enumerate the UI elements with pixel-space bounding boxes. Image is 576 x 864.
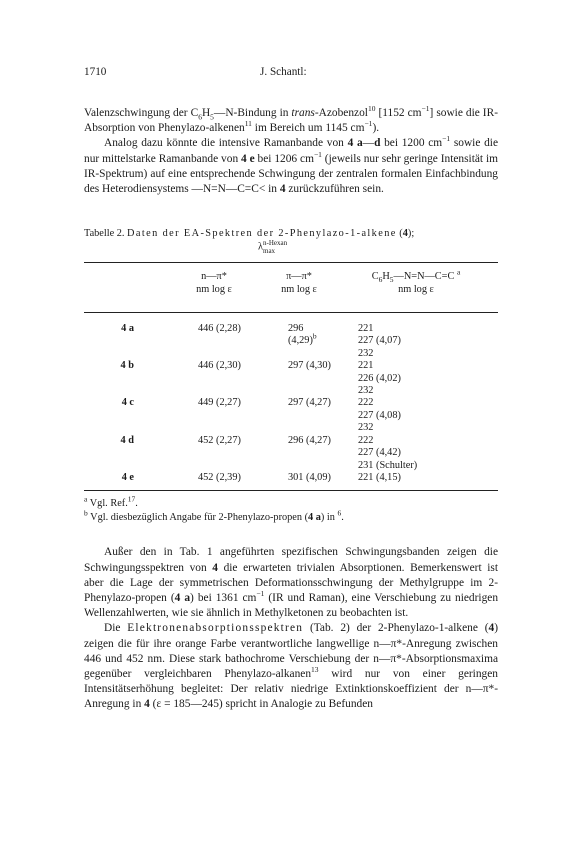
unit-label: nm log ε — [281, 283, 317, 295]
journal-page — [84, 66, 498, 713]
table-row: 4 b 446 (2,30) 297 (4,30) 221 226 (4,02) 232 — [120, 360, 401, 397]
paragraph-vibration-spectra: Außer den in Tab. 1 angeführten spezifischen Schwingungsbanden zeigen die Schwingungsspektren von 4 die erwarteten trivialen Absorptionen. Bemerkenswert ist aber die Lage der symmetrischen Deformationsschwingung der Methylgruppe im 2-Phenylazo-propen (4 a) bei 1361 $cm^{-1}$ (IR und Raman), eine Verschiebung zu niedrigen Wellenzahlwerten, wie sie ähnlich in Methylketonen zu beobachten ist. — [84, 546, 499, 620]
col-header-c6h5: $C_6H_5—N=N—C=C$ $^a$ — [371, 267, 461, 285]
footnote-b: $^b$ Vgl. diesbezüglich Angabe für 2-Phenylazo-propen (4 a) in $^6$. — [84, 508, 344, 524]
table-footnotes — [84, 494, 498, 525]
citation-ref: 10 — [367, 104, 376, 114]
footnote-a: $^a$ Vgl. Ref.$^{17}$. — [84, 494, 138, 510]
paragraph-valence-vibration: Valenzschwingung der $C_6H_5—N$-Bindung in trans-Azobenzol$^{10}$ [1152 $cm^{-1}$] sowie die IR-Absorption von Phenylazo-alkenen$^{11}$ im Bereich um 1145 $cm^{-1}$). — [84, 104, 498, 135]
paragraph-raman-band: Analog dazu könnte die intensive Ramanbande von 4 a—d bei 1200 $cm^{-1}$ sowie die nur mittelstarke Ramanbande von 4 e bei 1206 $cm^{-1}$ (jeweils nur sehr geringe Intensität im IR-Spektrum) auf eine entsprechende Schwingung der zentralen formalen Einfachbindung des Heterodiensystems —N=N—C=C< in 4 zurückzuführen sein. — [84, 134, 499, 196]
unit-label: nm log ε — [196, 283, 232, 295]
table-row: 4 a 446 (2,28) 296 $(4,29)^b$ 221 227 (4,07) 232 — [121, 323, 401, 359]
page-header — [84, 66, 498, 80]
table-top-rule — [84, 262, 498, 263]
table-row: 4 c 449 (2,27) 297 (4,27) 222 227 (4,08) 232 — [121, 397, 401, 434]
unit-label: nm log ε — [398, 283, 434, 295]
running-head: J. Schantl: — [260, 66, 307, 78]
col-header-n-pi: n—π* — [201, 271, 227, 283]
page-number: 1710 — [84, 66, 107, 78]
citation-ref: 13 — [311, 665, 319, 675]
paragraph-electron-absorption: Die Elektronenabsorptionsspektren (Tab. 2) der 2-Phenylazo-1-alkene (4) zeigen die für ihre orange Farbe verantwortliche langwellige n—π*-Anregung zwischen 446 und 452 nm. Diese stark bathochrome Verschiebung der n—π*-Absorptionsmaxima gegenüber vergleichbaren Phenylazo-alkanen$^{13}$ wird nur von einer geringen Intensitätserhöhung begleitet: Der relativ niedrige Extinktionskoeffizient der n—π*-Anregung in 4 (ε = 185—245) spricht in Analogie zu Befunden — [84, 622, 499, 711]
citation-ref: 11 — [244, 119, 252, 129]
col-header-pi-pi: π—π* — [286, 271, 312, 283]
ea-spectra-table — [84, 267, 498, 491]
table-row: 4 e 452 (2,39) 301 (4,09) 221 (4,15) — [121, 471, 401, 483]
table-caption: Tabelle 2. Daten der EA-Spektren der 2-Phenylazo-1-alkene (4); — [84, 228, 415, 240]
lambda-max-label: λ n-Hexan max — [258, 239, 288, 256]
table-row: 4 d 452 (2,27) 296 (4,27) 222 227 (4,42) 231 (Schulter) — [120, 434, 418, 471]
